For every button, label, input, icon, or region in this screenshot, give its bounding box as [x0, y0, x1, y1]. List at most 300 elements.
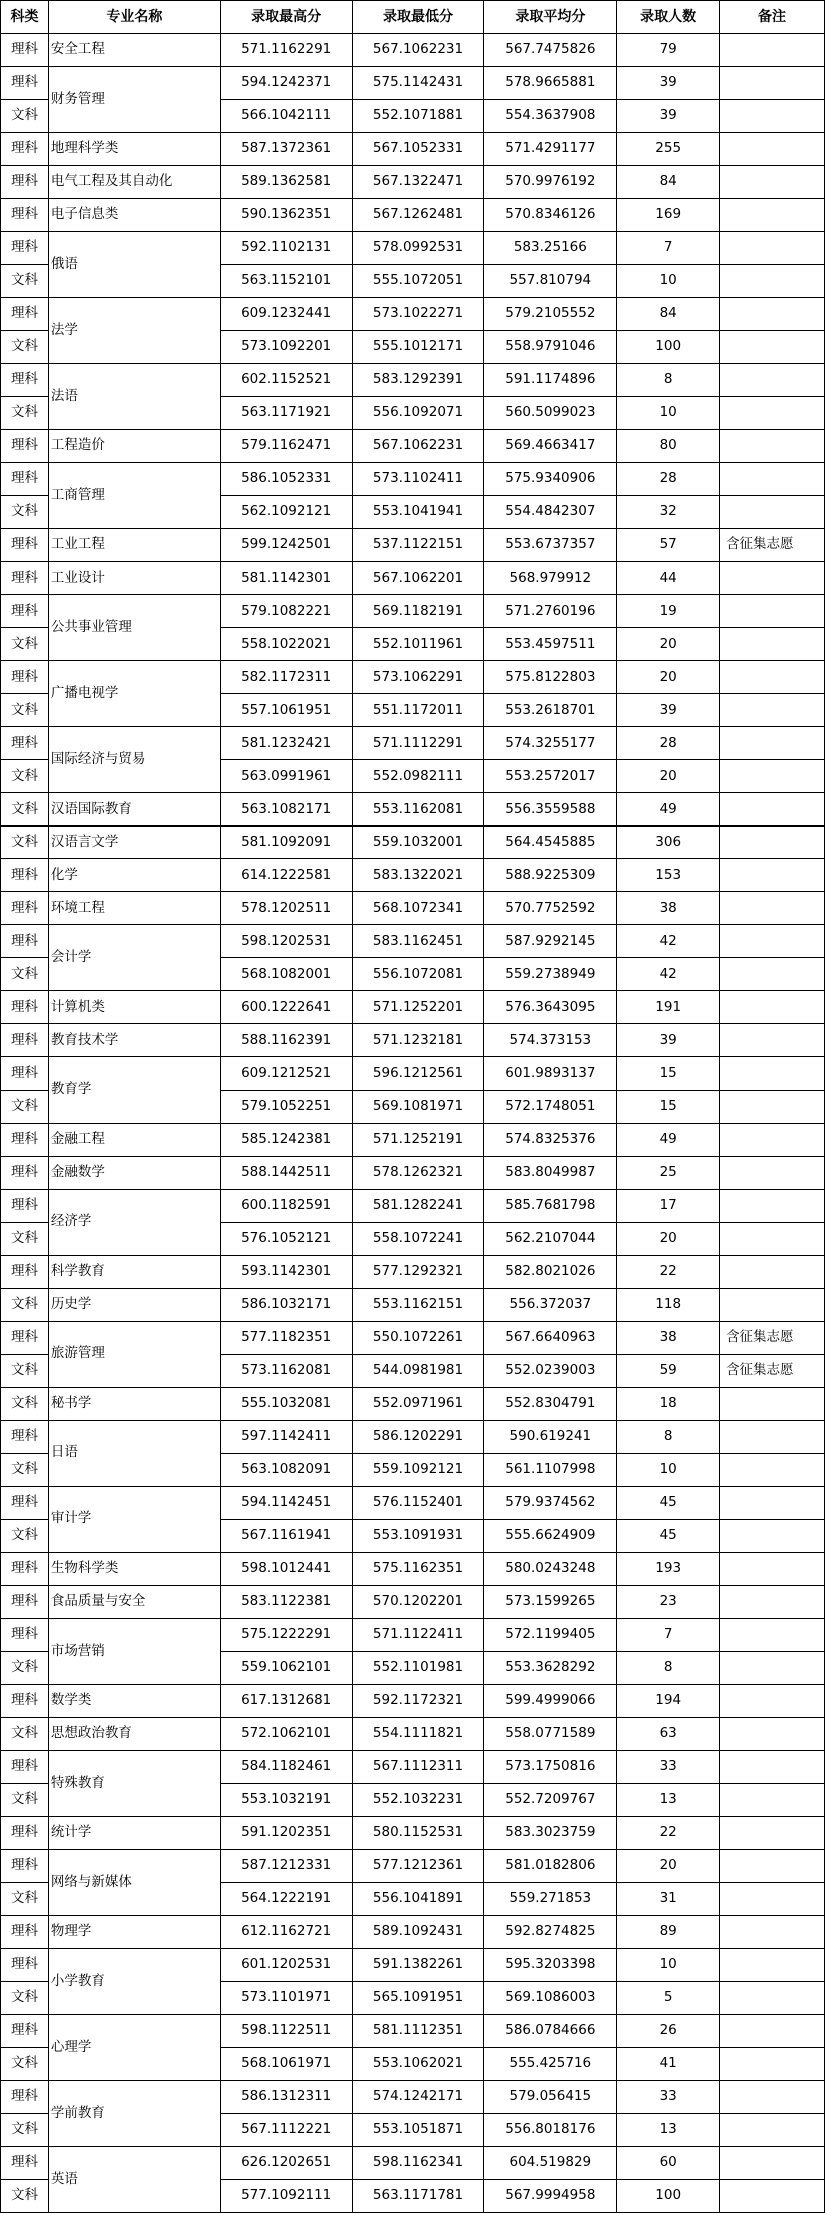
min-score-cell: 583.1322021	[352, 859, 484, 892]
category-cell: 理科	[1, 2014, 49, 2047]
avg-score-cell: 553.2618701	[484, 694, 617, 727]
max-score-cell: 612.1162721	[220, 1915, 352, 1948]
min-score-cell: 596.1212561	[352, 1057, 484, 1090]
category-cell: 理科	[1, 2080, 49, 2113]
header-category: 科类	[1, 1, 49, 34]
table-row	[1, 859, 825, 892]
admitted-count-cell: 10	[617, 1453, 720, 1486]
avg-score-cell: 571.4291177	[484, 133, 617, 166]
category-cell: 文科	[1, 1651, 49, 1684]
max-score-cell: 614.1222581	[220, 859, 352, 892]
min-score-cell: 577.1212361	[352, 1849, 484, 1882]
min-score-cell: 589.1092431	[352, 1915, 484, 1948]
admitted-count-cell: 7	[617, 1618, 720, 1651]
avg-score-cell: 554.3637908	[484, 100, 617, 133]
remarks-cell	[720, 463, 825, 496]
admitted-count-cell: 60	[617, 2147, 720, 2180]
category-cell: 文科	[1, 1519, 49, 1552]
avg-score-cell: 575.8122803	[484, 661, 617, 694]
category-cell: 理科	[1, 364, 49, 397]
admitted-count-cell: 10	[617, 265, 720, 298]
major-name-cell: 公共事业管理	[48, 595, 220, 661]
remarks-cell	[720, 562, 825, 595]
admitted-count-cell: 20	[617, 1849, 720, 1882]
category-cell: 理科	[1, 1255, 49, 1288]
remarks-cell	[720, 2014, 825, 2047]
header-max-score: 录取最高分	[220, 1, 352, 34]
avg-score-cell: 574.3255177	[484, 727, 617, 760]
min-score-cell: 563.1171781	[352, 2180, 484, 2213]
max-score-cell: 585.1242381	[220, 1123, 352, 1156]
max-score-cell: 563.1152101	[220, 265, 352, 298]
avg-score-cell: 552.8304791	[484, 1387, 617, 1420]
min-score-cell: 575.1142431	[352, 67, 484, 100]
admitted-count-cell: 63	[617, 1717, 720, 1750]
max-score-cell: 572.1062101	[220, 1717, 352, 1750]
min-score-cell: 569.1182191	[352, 595, 484, 628]
major-name-cell: 汉语国际教育	[48, 793, 220, 826]
admitted-count-cell: 10	[617, 397, 720, 430]
major-name-cell: 汉语言文学	[48, 826, 220, 859]
remarks-cell	[720, 727, 825, 760]
min-score-cell: 575.1162351	[352, 1552, 484, 1585]
remarks-cell	[720, 298, 825, 331]
category-cell: 理科	[1, 1552, 49, 1585]
table-row	[1, 298, 825, 331]
category-cell: 理科	[1, 859, 49, 892]
category-cell: 理科	[1, 991, 49, 1024]
min-score-cell: 591.1382261	[352, 1948, 484, 1981]
category-cell: 理科	[1, 1849, 49, 1882]
avg-score-cell: 587.9292145	[484, 925, 617, 958]
table-row	[1, 991, 825, 1024]
admitted-count-cell: 20	[617, 760, 720, 793]
admitted-count-cell: 49	[617, 793, 720, 826]
avg-score-cell: 559.2738949	[484, 958, 617, 991]
admitted-count-cell: 19	[617, 595, 720, 628]
major-name-cell: 广播电视学	[48, 661, 220, 727]
max-score-cell: 584.1182461	[220, 1750, 352, 1783]
avg-score-cell: 567.7475826	[484, 34, 617, 67]
admitted-count-cell: 7	[617, 232, 720, 265]
avg-score-cell: 582.8021026	[484, 1255, 617, 1288]
remarks-cell	[720, 1123, 825, 1156]
min-score-cell: 570.1202201	[352, 1585, 484, 1618]
remarks-cell: 含征集志愿	[720, 529, 825, 562]
major-name-cell: 科学教育	[48, 1255, 220, 1288]
max-score-cell: 578.1202511	[220, 892, 352, 925]
table-row	[1, 826, 825, 859]
avg-score-cell: 580.0243248	[484, 1552, 617, 1585]
category-cell: 文科	[1, 760, 49, 793]
min-score-cell: 567.1322471	[352, 166, 484, 199]
admitted-count-cell: 39	[617, 100, 720, 133]
avg-score-cell: 601.9893137	[484, 1057, 617, 1090]
remarks-cell	[720, 430, 825, 463]
min-score-cell: 555.1072051	[352, 265, 484, 298]
category-cell: 理科	[1, 1321, 49, 1354]
admitted-count-cell: 39	[617, 694, 720, 727]
max-score-cell: 577.1092111	[220, 2180, 352, 2213]
min-score-cell: 553.1041941	[352, 496, 484, 529]
category-cell: 理科	[1, 1915, 49, 1948]
max-score-cell: 573.1101971	[220, 1981, 352, 2014]
admitted-count-cell: 39	[617, 1024, 720, 1057]
table-row	[1, 133, 825, 166]
remarks-cell	[720, 1585, 825, 1618]
avg-score-cell: 591.1174896	[484, 364, 617, 397]
min-score-cell: 550.1072261	[352, 1321, 484, 1354]
max-score-cell: 567.1161941	[220, 1519, 352, 1552]
category-cell: 理科	[1, 1486, 49, 1519]
avg-score-cell: 556.8018176	[484, 2113, 617, 2146]
category-cell: 理科	[1, 661, 49, 694]
min-score-cell: 573.1022271	[352, 298, 484, 331]
max-score-cell: 600.1222641	[220, 991, 352, 1024]
category-cell: 理科	[1, 562, 49, 595]
remarks-cell	[720, 166, 825, 199]
category-cell: 理科	[1, 1684, 49, 1717]
table-row	[1, 595, 825, 628]
min-score-cell: 571.1252191	[352, 1123, 484, 1156]
max-score-cell: 586.1312311	[220, 2080, 352, 2113]
table-row	[1, 1288, 825, 1321]
admitted-count-cell: 44	[617, 562, 720, 595]
min-score-cell: 574.1242171	[352, 2080, 484, 2113]
remarks-cell	[720, 364, 825, 397]
header-admitted-count: 录取人数	[617, 1, 720, 34]
header-major-name: 专业名称	[48, 1, 220, 34]
table-row	[1, 67, 825, 100]
category-cell: 文科	[1, 793, 49, 826]
category-cell: 理科	[1, 133, 49, 166]
category-cell: 理科	[1, 529, 49, 562]
major-name-cell: 食品质量与安全	[48, 1585, 220, 1618]
avg-score-cell: 558.9791046	[484, 331, 617, 364]
table-row	[1, 727, 825, 760]
admitted-count-cell: 25	[617, 1156, 720, 1189]
admitted-count-cell: 28	[617, 463, 720, 496]
table-row	[1, 793, 825, 826]
admitted-count-cell: 5	[617, 1981, 720, 2014]
avg-score-cell: 579.9374562	[484, 1486, 617, 1519]
remarks-cell	[720, 1453, 825, 1486]
max-score-cell: 577.1182351	[220, 1321, 352, 1354]
max-score-cell: 598.1122511	[220, 2014, 352, 2047]
max-score-cell: 559.1062101	[220, 1651, 352, 1684]
major-name-cell: 小学教育	[48, 1948, 220, 2014]
max-score-cell: 575.1222291	[220, 1618, 352, 1651]
min-score-cell: 552.1071881	[352, 100, 484, 133]
category-cell: 文科	[1, 1222, 49, 1255]
remarks-cell	[720, 1156, 825, 1189]
remarks-cell	[720, 2180, 825, 2213]
min-score-cell: 573.1102411	[352, 463, 484, 496]
admitted-count-cell: 49	[617, 1123, 720, 1156]
min-score-cell: 571.1112291	[352, 727, 484, 760]
remarks-cell	[720, 1222, 825, 1255]
max-score-cell: 581.1232421	[220, 727, 352, 760]
major-name-cell: 会计学	[48, 925, 220, 991]
min-score-cell: 558.1072241	[352, 1222, 484, 1255]
avg-score-cell: 561.1107998	[484, 1453, 617, 1486]
min-score-cell: 556.1041891	[352, 1882, 484, 1915]
table-row	[1, 1321, 825, 1354]
min-score-cell: 553.1162151	[352, 1288, 484, 1321]
category-cell: 文科	[1, 1717, 49, 1750]
admitted-count-cell: 8	[617, 364, 720, 397]
admitted-count-cell: 100	[617, 2180, 720, 2213]
remarks-cell	[720, 1519, 825, 1552]
admitted-count-cell: 306	[617, 826, 720, 859]
min-score-cell: 555.1012171	[352, 331, 484, 364]
category-cell: 文科	[1, 1090, 49, 1123]
max-score-cell: 563.1171921	[220, 397, 352, 430]
min-score-cell: 553.1051871	[352, 2113, 484, 2146]
remarks-cell	[720, 265, 825, 298]
admitted-count-cell: 42	[617, 958, 720, 991]
max-score-cell: 576.1052121	[220, 1222, 352, 1255]
min-score-cell: 567.1062231	[352, 34, 484, 67]
min-score-cell: 559.1032001	[352, 826, 484, 859]
admitted-count-cell: 80	[617, 430, 720, 463]
category-cell: 理科	[1, 595, 49, 628]
min-score-cell: 581.1112351	[352, 2014, 484, 2047]
min-score-cell: 578.0992531	[352, 232, 484, 265]
avg-score-cell: 560.5099023	[484, 397, 617, 430]
avg-score-cell: 575.9340906	[484, 463, 617, 496]
major-name-cell: 计算机类	[48, 991, 220, 1024]
admitted-count-cell: 33	[617, 1750, 720, 1783]
category-cell: 文科	[1, 1288, 49, 1321]
avg-score-cell: 553.4597511	[484, 628, 617, 661]
avg-score-cell: 553.6737357	[484, 529, 617, 562]
category-cell: 文科	[1, 265, 49, 298]
table-row	[1, 364, 825, 397]
table-row	[1, 661, 825, 694]
table-row	[1, 529, 825, 562]
major-name-cell: 金融工程	[48, 1123, 220, 1156]
category-cell: 理科	[1, 1024, 49, 1057]
admitted-count-cell: 17	[617, 1189, 720, 1222]
avg-score-cell: 556.3559588	[484, 793, 617, 826]
avg-score-cell: 555.425716	[484, 2047, 617, 2080]
remarks-cell	[720, 199, 825, 232]
max-score-cell: 609.1212521	[220, 1057, 352, 1090]
remarks-cell	[720, 1915, 825, 1948]
admitted-count-cell: 39	[617, 67, 720, 100]
admitted-count-cell: 10	[617, 1948, 720, 1981]
admitted-count-cell: 22	[617, 1816, 720, 1849]
major-name-cell: 物理学	[48, 1915, 220, 1948]
admitted-count-cell: 169	[617, 199, 720, 232]
avg-score-cell: 568.979912	[484, 562, 617, 595]
major-name-cell: 秘书学	[48, 1387, 220, 1420]
table-row	[1, 199, 825, 232]
max-score-cell: 581.1092091	[220, 826, 352, 859]
remarks-cell	[720, 1189, 825, 1222]
category-cell: 文科	[1, 1453, 49, 1486]
admitted-count-cell: 8	[617, 1651, 720, 1684]
max-score-cell: 568.1082001	[220, 958, 352, 991]
admitted-count-cell: 193	[617, 1552, 720, 1585]
admitted-count-cell: 38	[617, 1321, 720, 1354]
avg-score-cell: 599.4999066	[484, 1684, 617, 1717]
major-name-cell: 数学类	[48, 1684, 220, 1717]
major-name-cell: 俄语	[48, 232, 220, 298]
major-name-cell: 电子信息类	[48, 199, 220, 232]
category-cell: 文科	[1, 1387, 49, 1420]
category-cell: 理科	[1, 727, 49, 760]
max-score-cell: 609.1232441	[220, 298, 352, 331]
major-name-cell: 环境工程	[48, 892, 220, 925]
header-remarks: 备注	[720, 1, 825, 34]
admitted-count-cell: 18	[617, 1387, 720, 1420]
table-row	[1, 2080, 825, 2113]
admitted-count-cell: 28	[617, 727, 720, 760]
table-row	[1, 430, 825, 463]
category-cell: 理科	[1, 232, 49, 265]
table-row	[1, 1618, 825, 1651]
max-score-cell: 593.1142301	[220, 1255, 352, 1288]
major-name-cell: 英语	[48, 2147, 220, 2213]
remarks-cell	[720, 826, 825, 859]
table-row	[1, 1189, 825, 1222]
table-row	[1, 1552, 825, 1585]
remarks-cell	[720, 1420, 825, 1453]
min-score-cell: 567.1052331	[352, 133, 484, 166]
major-name-cell: 统计学	[48, 1816, 220, 1849]
remarks-cell	[720, 892, 825, 925]
max-score-cell: 587.1212331	[220, 1849, 352, 1882]
major-name-cell: 特殊教育	[48, 1750, 220, 1816]
remarks-cell	[720, 1651, 825, 1684]
remarks-cell	[720, 760, 825, 793]
remarks-cell	[720, 694, 825, 727]
min-score-cell: 583.1292391	[352, 364, 484, 397]
major-name-cell: 生物科学类	[48, 1552, 220, 1585]
admitted-count-cell: 20	[617, 1222, 720, 1255]
major-name-cell: 工业工程	[48, 529, 220, 562]
avg-score-cell: 583.3023759	[484, 1816, 617, 1849]
avg-score-cell: 569.4663417	[484, 430, 617, 463]
max-score-cell: 601.1202531	[220, 1948, 352, 1981]
avg-score-cell: 581.0182806	[484, 1849, 617, 1882]
remarks-cell	[720, 1816, 825, 1849]
remarks-cell	[720, 2113, 825, 2146]
remarks-cell	[720, 1057, 825, 1090]
remarks-cell	[720, 1387, 825, 1420]
remarks-cell	[720, 397, 825, 430]
max-score-cell: 586.1052331	[220, 463, 352, 496]
major-name-cell: 工商管理	[48, 463, 220, 529]
remarks-cell	[720, 958, 825, 991]
max-score-cell: 591.1202351	[220, 1816, 352, 1849]
min-score-cell: 553.1091931	[352, 1519, 484, 1552]
category-cell: 理科	[1, 925, 49, 958]
category-cell: 理科	[1, 1420, 49, 1453]
avg-score-cell: 553.3628292	[484, 1651, 617, 1684]
avg-score-cell: 553.2572017	[484, 760, 617, 793]
min-score-cell: 581.1282241	[352, 1189, 484, 1222]
category-cell: 文科	[1, 1783, 49, 1816]
min-score-cell: 552.0971961	[352, 1387, 484, 1420]
avg-score-cell: 592.8274825	[484, 1915, 617, 1948]
avg-score-cell: 558.0771589	[484, 1717, 617, 1750]
admitted-count-cell: 26	[617, 2014, 720, 2047]
major-name-cell: 化学	[48, 859, 220, 892]
max-score-cell: 566.1042111	[220, 100, 352, 133]
admitted-count-cell: 15	[617, 1057, 720, 1090]
avg-score-cell: 552.7209767	[484, 1783, 617, 1816]
avg-score-cell: 567.9994958	[484, 2180, 617, 2213]
table-row	[1, 1486, 825, 1519]
avg-score-cell: 590.619241	[484, 1420, 617, 1453]
table-row	[1, 1915, 825, 1948]
avg-score-cell: 583.25166	[484, 232, 617, 265]
max-score-cell: 571.1162291	[220, 34, 352, 67]
category-cell: 文科	[1, 1981, 49, 2014]
remarks-cell	[720, 859, 825, 892]
major-name-cell: 电气工程及其自动化	[48, 166, 220, 199]
min-score-cell: 576.1152401	[352, 1486, 484, 1519]
min-score-cell: 573.1062291	[352, 661, 484, 694]
max-score-cell: 563.0991961	[220, 760, 352, 793]
admitted-count-cell: 8	[617, 1420, 720, 1453]
major-name-cell: 国际经济与贸易	[48, 727, 220, 793]
table-row	[1, 2147, 825, 2180]
avg-score-cell: 579.2105552	[484, 298, 617, 331]
major-name-cell: 财务管理	[48, 67, 220, 133]
max-score-cell: 586.1032171	[220, 1288, 352, 1321]
min-score-cell: 571.1252201	[352, 991, 484, 1024]
avg-score-cell: 595.3203398	[484, 1948, 617, 1981]
remarks-cell	[720, 1981, 825, 2014]
admitted-count-cell: 13	[617, 1783, 720, 1816]
min-score-cell: 567.1112311	[352, 1750, 484, 1783]
table-row	[1, 1816, 825, 1849]
avg-score-cell: 569.1086003	[484, 1981, 617, 2014]
min-score-cell: 568.1072341	[352, 892, 484, 925]
max-score-cell: 579.1162471	[220, 430, 352, 463]
category-cell: 理科	[1, 1948, 49, 1981]
max-score-cell: 564.1222191	[220, 1882, 352, 1915]
major-name-cell: 学前教育	[48, 2080, 220, 2146]
category-cell: 理科	[1, 463, 49, 496]
remarks-cell	[720, 67, 825, 100]
category-cell: 文科	[1, 331, 49, 364]
remarks-cell	[720, 1486, 825, 1519]
major-name-cell: 审计学	[48, 1486, 220, 1552]
max-score-cell: 582.1172311	[220, 661, 352, 694]
table-row	[1, 1255, 825, 1288]
major-name-cell: 日语	[48, 1420, 220, 1486]
avg-score-cell: 578.9665881	[484, 67, 617, 100]
min-score-cell: 554.1111821	[352, 1717, 484, 1750]
remarks-cell	[720, 628, 825, 661]
max-score-cell: 590.1362351	[220, 199, 352, 232]
category-cell: 理科	[1, 1585, 49, 1618]
min-score-cell: 552.1011961	[352, 628, 484, 661]
admitted-count-cell: 38	[617, 892, 720, 925]
admitted-count-cell: 23	[617, 1585, 720, 1618]
remarks-cell: 含征集志愿	[720, 1321, 825, 1354]
table-row	[1, 1750, 825, 1783]
avg-score-cell: 585.7681798	[484, 1189, 617, 1222]
remarks-cell	[720, 1255, 825, 1288]
remarks-cell	[720, 595, 825, 628]
avg-score-cell: 576.3643095	[484, 991, 617, 1024]
